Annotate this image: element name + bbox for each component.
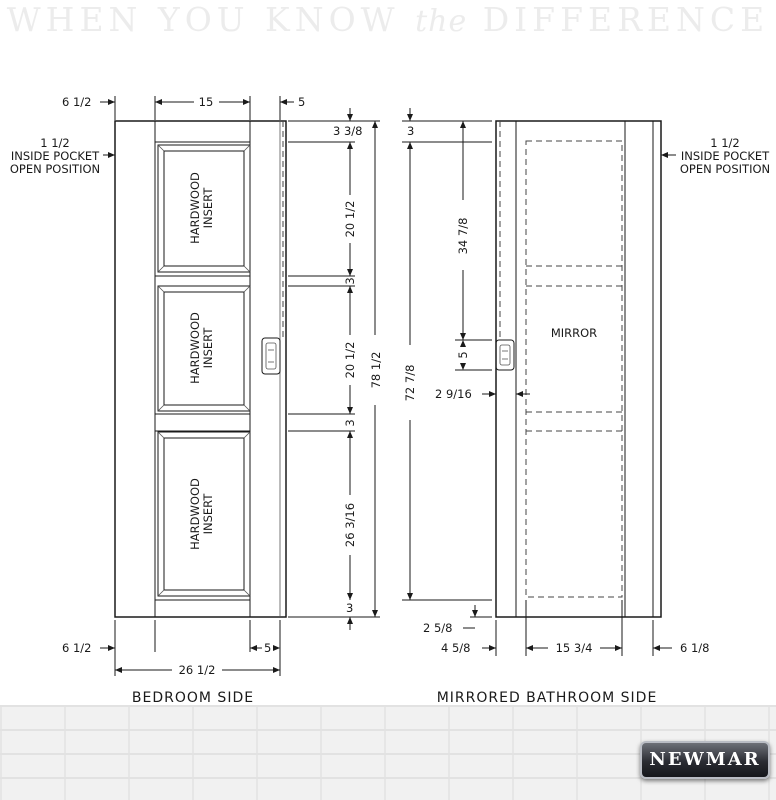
newmar-logo-text: NEWMAR: [649, 749, 761, 770]
pocket-pull-handle-icon: [262, 338, 280, 374]
panel-label-upper-line1: HARDWOOD: [188, 172, 202, 244]
mirror-panel: [526, 141, 622, 597]
panel-label-upper-line2: INSERT: [201, 187, 215, 229]
bedroom-pocket-callout: [10, 136, 115, 176]
dim-bathroom-handle: 5: [456, 351, 470, 359]
dim-bathroom-overall-height: 72 7/8: [403, 364, 417, 402]
bathroom-pull-handle-icon: [496, 340, 514, 370]
bedroom-door: [115, 121, 286, 617]
dim-bathroom-left-margin: 4 5/8: [441, 641, 471, 655]
bedroom-pocket-line1: INSIDE POCKET: [10, 149, 100, 163]
dim-bedroom-bottom-rail: 3: [346, 601, 354, 615]
bathroom-pocket-line1: INSIDE POCKET: [680, 149, 770, 163]
hardwood-panel-middle: [158, 286, 250, 411]
dim-bedroom-overall-width: 26 1/2: [178, 663, 216, 677]
panel-label-middle-line1: HARDWOOD: [188, 312, 202, 384]
dim-bedroom-rail-2: 3: [343, 277, 357, 285]
dim-bathroom-bottom-gap: 2 5/8: [423, 621, 453, 635]
panel-label-middle-line2: INSERT: [201, 327, 215, 369]
bathroom-pocket-callout: [661, 136, 770, 176]
banner-text-the: the: [415, 4, 468, 39]
bathroom-door: [496, 121, 661, 617]
banner-text-post: DIFFERENCE: [467, 0, 770, 39]
dim-bedroom-right-stile-bottom: 5: [264, 641, 272, 655]
panel-label-lower-line1: HARDWOOD: [188, 478, 202, 550]
bathroom-bottom-dimensions: [441, 600, 709, 656]
bedroom-vertical-dimensions: [288, 108, 383, 630]
dim-bedroom-left-stile-bottom: 6 1/2: [62, 641, 92, 655]
dim-bathroom-to-handle: 34 7/8: [456, 217, 470, 255]
dim-bedroom-rail-3: 3: [343, 419, 357, 427]
dim-bedroom-top-rail: 3 3/8: [333, 124, 363, 138]
caption-bathroom-side: MIRRORED BATHROOM SIDE: [436, 690, 658, 706]
hardwood-panel-lower: [158, 432, 250, 596]
newmar-logo: [640, 741, 770, 779]
caption-bedroom-side: BEDROOM SIDE: [131, 690, 255, 706]
dim-bedroom-panel-width: 15: [198, 95, 214, 109]
mirror-label: MIRROR: [550, 326, 598, 340]
bathroom-door-outline: [496, 121, 661, 617]
dim-bedroom-right-stile-top: 5: [298, 95, 306, 109]
dim-bathroom-right-margin: 6 1/8: [680, 641, 710, 655]
dim-bedroom-upper-panel: 20 1/2: [343, 200, 357, 238]
dim-bedroom-middle-panel: 20 1/2: [343, 341, 357, 379]
dim-bedroom-left-stile-top: 6 1/2: [62, 95, 92, 109]
panel-label-lower-line2: INSERT: [201, 493, 215, 535]
banner-text-pre: WHEN YOU KNOW: [6, 0, 416, 39]
bathroom-vertical-dimensions: [402, 108, 530, 635]
bedroom-top-dimensions: [62, 95, 305, 120]
dim-bathroom-mirror-width: 15 3/4: [555, 641, 593, 655]
bathroom-pocket-line2: OPEN POSITION: [679, 162, 771, 176]
bedroom-pocket-dim: 1 1/2: [40, 136, 70, 150]
bedroom-pocket-line2: OPEN POSITION: [9, 162, 101, 176]
dim-bedroom-lower-panel: 26 3/16: [343, 502, 357, 548]
hardwood-panel-upper: [158, 145, 250, 272]
bathroom-pocket-dim: 1 1/2: [710, 136, 740, 150]
dim-bathroom-top: 3: [407, 124, 415, 138]
bedroom-bottom-dimensions: [62, 620, 280, 677]
dim-bedroom-overall-height: 78 1/2: [369, 351, 383, 389]
dim-bathroom-handle-offset: 2 9/16: [435, 387, 472, 401]
